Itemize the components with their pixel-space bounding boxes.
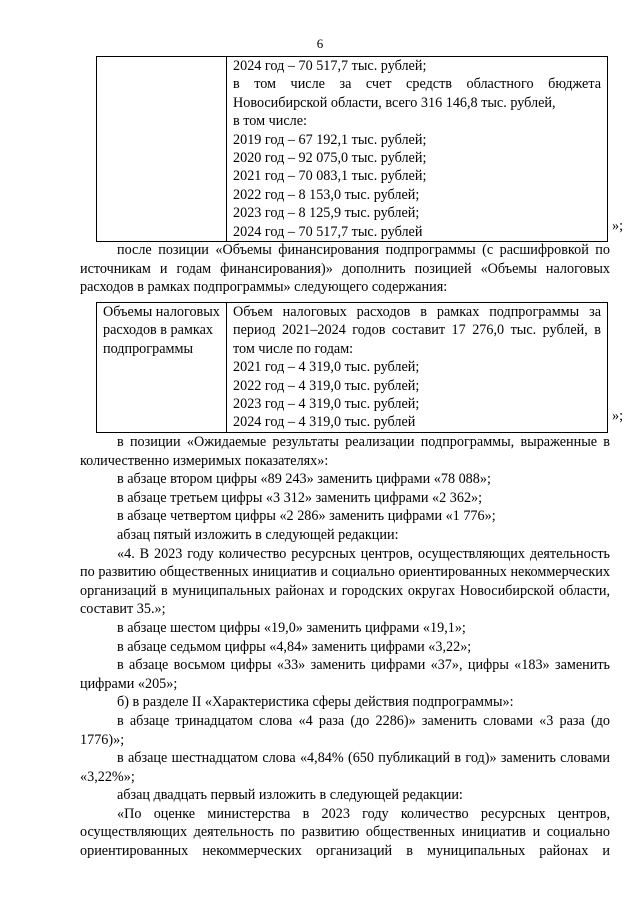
table-closing-quote: »; (612, 408, 624, 424)
tax-expenditures-year: 2024 год – 4 319,0 тыс. рублей (233, 414, 416, 431)
financing-line: 2023 год – 8 125,9 тыс. рублей; (233, 205, 420, 222)
tax-expenditures-year: 2023 год – 4 319,0 тыс. рублей; (233, 396, 420, 413)
financing-line: 2021 год – 70 083,1 тыс. рублей; (233, 168, 427, 185)
tax-expenditures-intro: Объем налоговых расходов в рамках подпрограммы за период 2021–2024 годов составит 17 276,0 тыс. рублей, в том числе по годам: (233, 304, 601, 357)
tax-expenditures-value-cell (227, 303, 608, 433)
financing-table-right-cell (227, 57, 608, 242)
tax-expenditures-label-cell: Объемы налоговых расходов в рамках подпрограммы (97, 303, 227, 433)
financing-line: в том числе за счет средств областного бюджета Новосибирской области, всего 316 146,8 тыс. рублей, (233, 76, 601, 111)
paragraph: в абзаце шестнадцатом слова «4,84% (650 публикаций в год)» заменить словами «3,22%»; (80, 750, 610, 785)
financing-line: в том числе: (233, 113, 307, 130)
paragraph: абзац двадцать первый изложить в следующей редакции: (117, 787, 463, 804)
tax-expenditures-table (96, 302, 608, 433)
paragraph: «4. В 2023 году количество ресурсных центров, осуществляющих деятельность по развитию общественных инициатив и социально ориентированных некоммерческих организаций в муниципальных районах и городских округах Новосибирской области, составит 35.»; (80, 545, 610, 618)
financing-line: 2019 год – 67 192,1 тыс. рублей; (233, 131, 427, 148)
paragraph: б) в разделе II «Характеристика сферы действия подпрограммы»: (117, 694, 514, 711)
financing-table-left-cell (97, 57, 227, 242)
paragraph: после позиции «Объемы финансирования подпрограммы (с расшифровкой по источникам и годам финансирования)» дополнить позицией «Объемы налоговых расходов в рамках подпрограммы» следующего содержания: (80, 242, 610, 296)
tax-expenditures-year: 2021 год – 4 319,0 тыс. рублей; (233, 359, 420, 376)
instruction-add-position (80, 241, 610, 297)
paragraph: в абзаце седьмом цифры «4,84» заменить цифрами «3,22»; (117, 638, 472, 655)
paragraph: в абзаце восьмом цифры «33» заменить цифрами «37», цифры «183» заменить цифрами «205»; (80, 657, 610, 692)
paragraph: в абзаце тринадцатом слова «4 раза (до 2286)» заменить словами «3 раза (до 1776)»; (80, 712, 610, 748)
paragraph: в абзаце втором цифры «89 243» заменить цифрами «78 088»; (117, 471, 491, 488)
table-closing-quote: »; (612, 218, 624, 234)
tax-expenditures-year: 2022 год – 4 319,0 тыс. рублей; (233, 377, 420, 394)
paragraph: в абзаце четвертом цифры «2 286» заменить цифрами «1 776»; (117, 508, 496, 525)
page-number: 6 (316, 36, 324, 51)
financing-table-continued (96, 56, 608, 242)
financing-line: 2024 год – 70 517,7 тыс. рублей (233, 223, 423, 240)
financing-line: 2020 год – 92 075,0 тыс. рублей; (233, 150, 427, 167)
amendment-paragraphs (80, 433, 610, 861)
paragraph: в позиции «Ожидаемые результаты реализации подпрограммы, выраженные в количественно измеримых показателях»: (80, 434, 610, 469)
paragraph: абзац пятый изложить в следующей редакции: (117, 526, 399, 543)
financing-line: 2022 год – 8 153,0 тыс. рублей; (233, 186, 420, 203)
paragraph: «По оценке министерства в 2023 году количество ресурсных центров, осуществляющих деятельность по развитию общественных инициатив и социально ориентированных некоммерческих организаций в муниципальных районах и (80, 805, 610, 860)
financing-line: 2024 год – 70 517,7 тыс. рублей; (233, 58, 427, 74)
paragraph: в абзаце шестом цифры «19,0» заменить цифрами «19,1»; (117, 619, 466, 636)
paragraph: в абзаце третьем цифры «3 312» заменить цифрами «2 362»; (117, 489, 483, 506)
